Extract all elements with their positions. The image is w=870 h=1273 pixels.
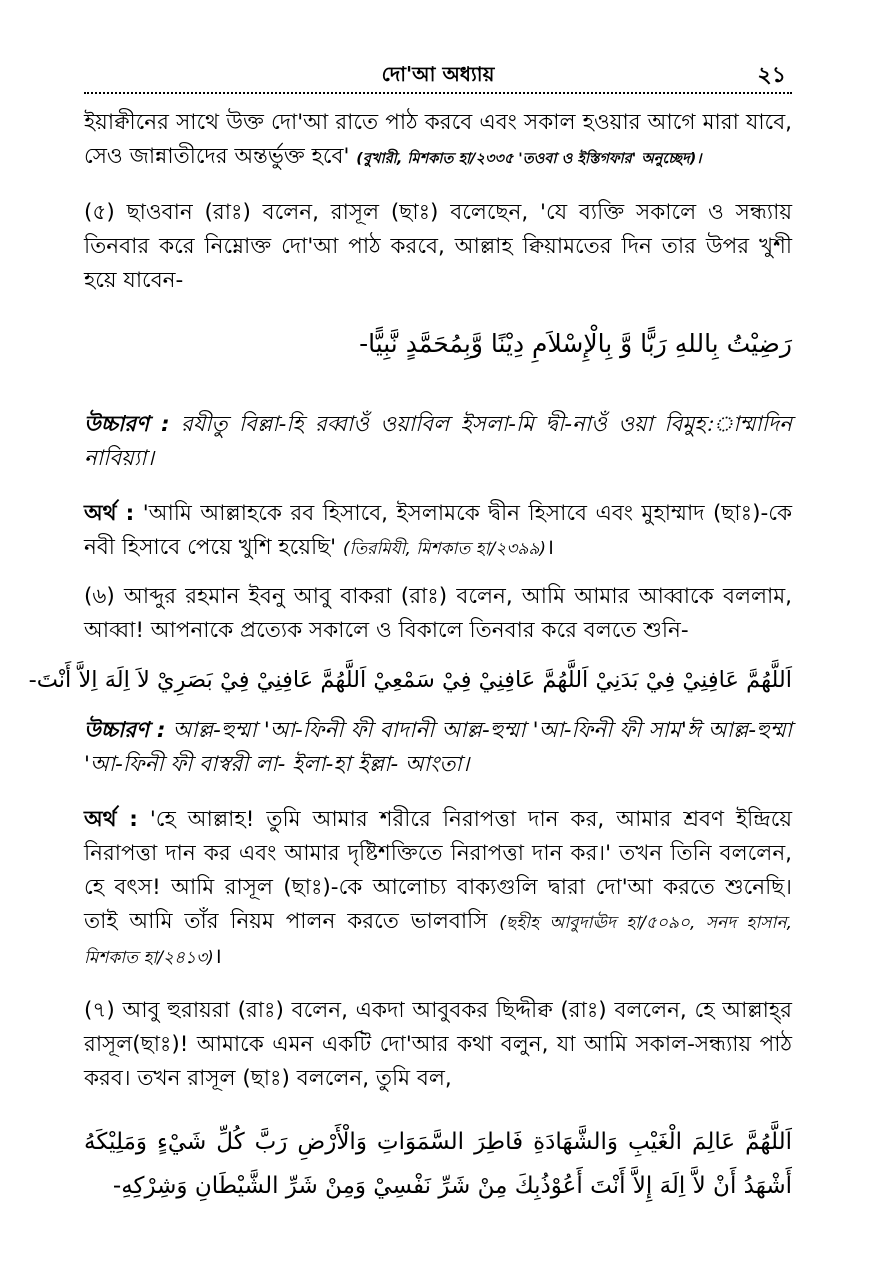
meaning-end: । <box>546 535 555 560</box>
paragraph-1-reference: (বুখারী, মিশকাত হা/২৩৩৫ 'তওবা ও ইস্তিগফার' অনুচ্ছেদ)। <box>356 151 702 167</box>
chapter-title: দো'আ অধ্যায় <box>381 62 495 86</box>
paragraph-2-text: (৫) ছাওবান (রাঃ) বলেন, রাসূল (ছাঃ) বলেছেন, 'যে ব্যক্তি সকালে ও সন্ধ্যায় তিনবার করে নিম্নোক্ত দো'আ পাঠ করবে, আল্লাহ ক্বিয়ামতের দিন তার উপর খুশী হয়ে যাবেন- <box>84 200 792 293</box>
paragraph-6 <box>84 714 792 782</box>
meaning-end-2: । <box>213 944 222 969</box>
meaning-label-2: অর্থ : <box>84 807 138 832</box>
paragraph-8-text: (৭) আবু হুরায়রা (রাঃ) বলেন, একদা আবুবকর ছিদ্দীক্ব (রাঃ) বললেন, হে আল্লাহ্‌র রাসূল(ছাঃ)! আমাকে এমন একটি দো'আর কথা বলুন, যা আমি সকাল-সন্ধ্যায় পাঠ করব। তখন রাসূল (ছাঃ) বললেন, তুমি বল, <box>84 998 792 1091</box>
paragraph-7 <box>84 803 792 975</box>
meaning-reference-2: (ছহীহ আবুদাঊদ হা/৫০৯০, সনদ হাসান, মিশকাত হা/২৪১৩) <box>84 913 792 968</box>
paragraph-1 <box>84 106 792 176</box>
meaning-text-2: 'হে আল্লাহ! তুমি আমার শরীরে নিরাপত্তা দান কর, আমার শ্রবণ ইন্দ্রিয়ে নিরাপত্তা দান কর এবং আমার দৃষ্টিশক্তিতে নিরাপত্তা দান কর।' তখন তিনি বললেন, হে বৎস! আমি রাসূল (ছাঃ)-কে আলোচ্য বাক্যগুলি দ্বারা দো'আ করতে শুনেছি। তাই আমি তাঁর নিয়ম পালন করতে ভালবাসি <box>84 807 792 934</box>
paragraph-1-text: ইয়াক্বীনের সাথে উক্ত দো'আ রাতে পাঠ করবে এবং সকাল হওয়ার আগে মারা যাবে, সেও জান্নাতীদের অন্তর্ভুক্ত হবে' <box>84 110 792 169</box>
pronunciation-text-2: আল্ল-হুম্মা 'আ-ফিনী ফী বাদানী আল্ল-হুম্মা 'আ-ফিনী ফী সাম'ঈ আল্ল-হুম্মা 'আ-ফিনী ফী বাস্বরী লা- ইলা-হা ইল্লা- আংতা। <box>84 718 792 777</box>
meaning-label: অর্থ : <box>84 501 135 526</box>
arabic-dua-2: اَللَّهُمَّ عَافِنِيْ فِيْ بَدَنِيْ اَللَّهُمَّ عَافِنِيْ فِيْ سَمْعِيْ اَللَّهُمَّ عَافِنِيْ فِيْ بَصَرِيْ لاَ اِلَهَ اِلاَّ أَنْتَ- <box>28 667 792 693</box>
meaning-text: 'আমি আল্লাহকে রব হিসাবে, ইসলামকে দ্বীন হিসাবে এবং মুহাম্মাদ (ছাঃ)-কে নবী হিসাবে পেয়ে খুশি হয়েছি' <box>84 501 792 560</box>
paragraph-2 <box>84 196 792 298</box>
meaning-reference: (তিরমিযী, মিশকাত হা/২৩৯৯) <box>342 539 547 559</box>
page-number: ২১ <box>757 63 786 88</box>
pronunciation-label: উচ্চারণ : <box>84 412 170 437</box>
pronunciation-label-2: উচ্চারণ : <box>84 718 166 743</box>
arabic-dua-3: اَللَّهُمَّ عَالِمَ الْغَيْبِ وَالشَّهَادَةِ فَاطِرَ السَّمَوَاتِ وَالْأَرْضِ رَبَّ كُلِّ شَيْءٍ وَمَلِيْكَهُ أَشْهَدُ أَنْ لاَّ اِلَهَ إِلاَّ أَنْتَ أَعُوْذُبِكَ مِنْ شَرِّ نَفْسِيْ وَمِنْ شَرِّ الشَّيْطَانِ وَشِرْكِهِ- <box>84 1129 792 1199</box>
paragraph-3 <box>84 408 792 476</box>
paragraph-5-text: (৬) আব্দুর রহমান ইবনু আবু বাকরা (রাঃ) বলেন, আমি আমার আব্বাকে বললাম, আব্বা! আপনাকে প্রত্যেক সকালে ও বিকালে তিনবার করে বলতে শুনি- <box>84 584 792 643</box>
page-header <box>84 58 792 94</box>
pronunciation-text: রযীতু বিল্লা-হি রব্বাওঁ ওয়াবিল ইসলা-মি দ্বী-নাওঁ ওয়া বিমুহ:াম্মাদিন নাবিয়্যা। <box>84 412 792 471</box>
paragraph-4 <box>84 497 792 566</box>
arabic-dua-1: رَضِيْتُ بِاللهِ رَبًّا وَّ بِالْإِسْلاَمِ دِيْنًا وَّبِمُحَمَّدٍ نَّبِيًّا- <box>359 329 792 358</box>
paragraph-5 <box>84 580 792 648</box>
paragraph-8 <box>84 994 792 1096</box>
